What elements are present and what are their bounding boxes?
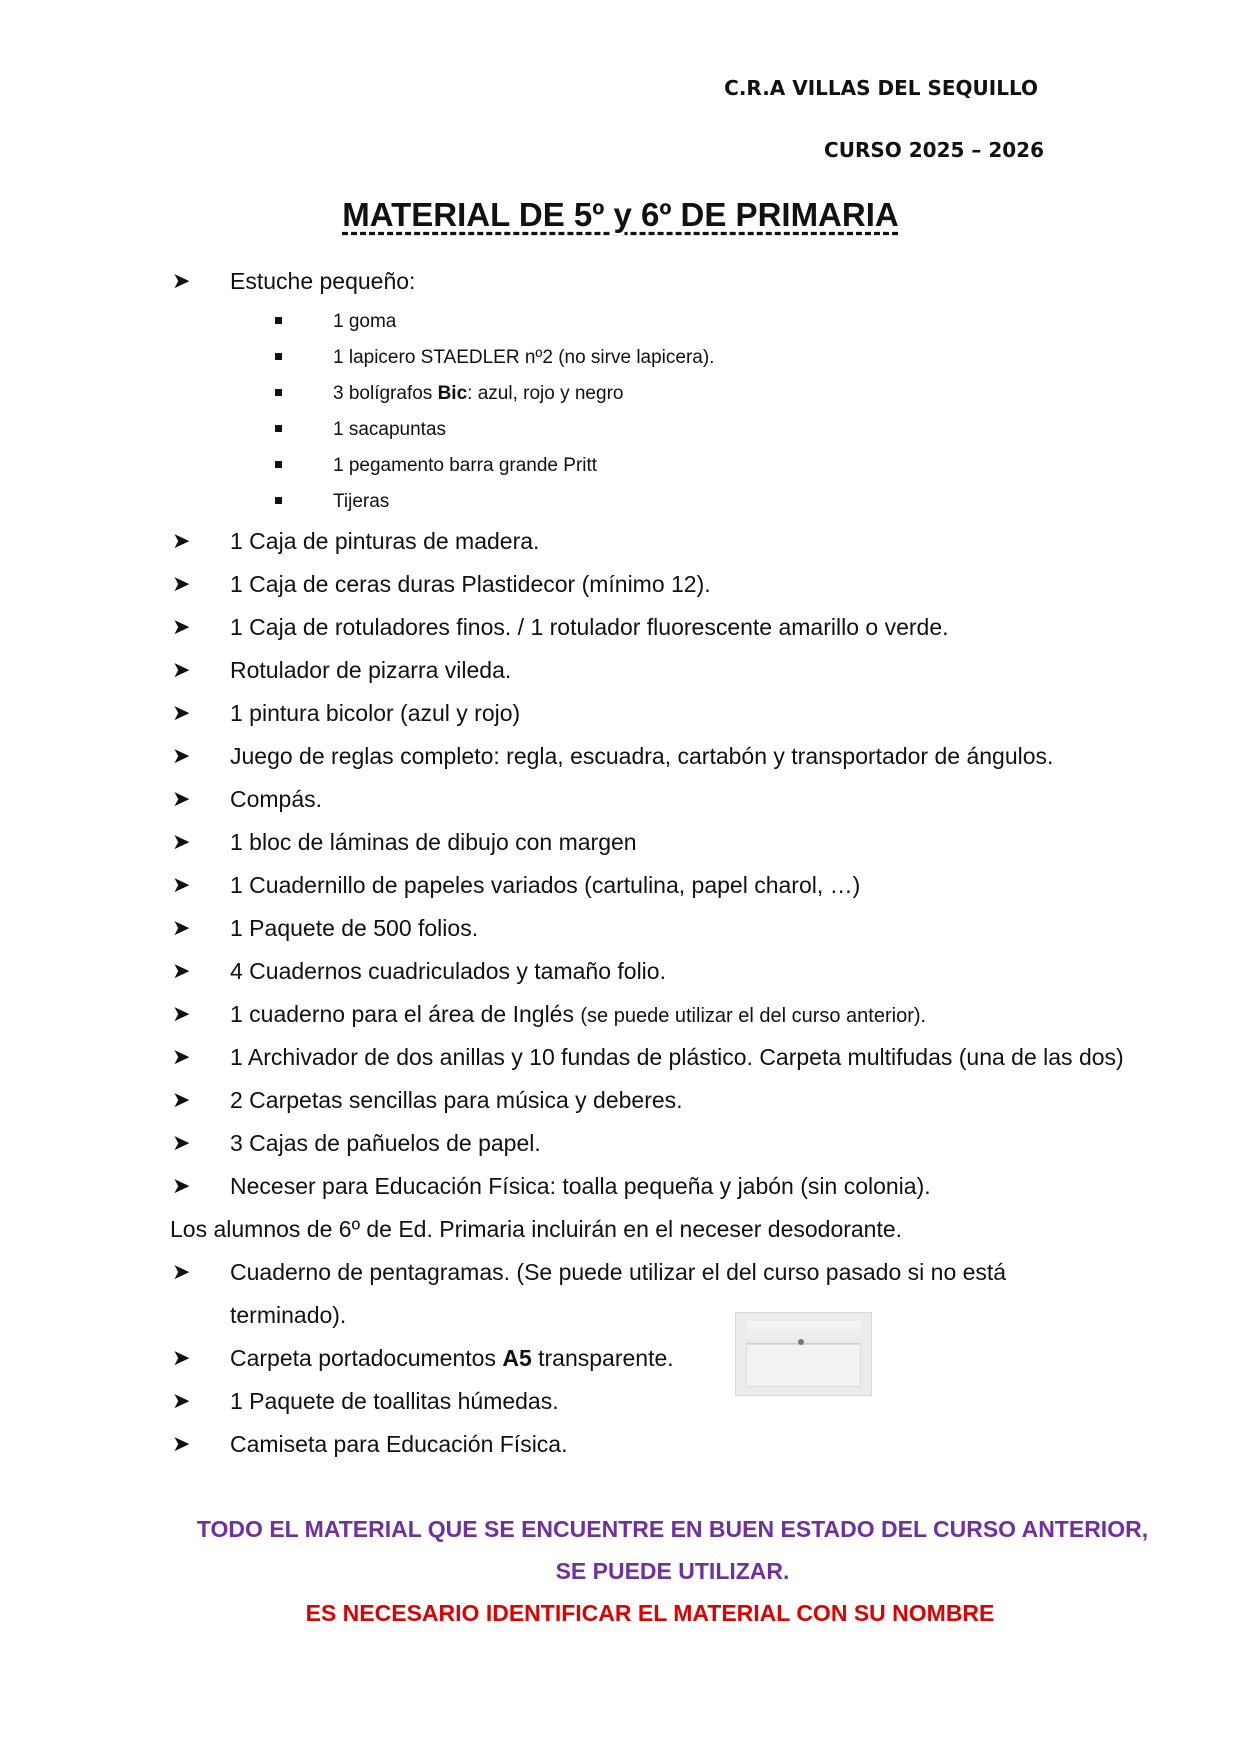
folder-snap-button: [798, 1339, 804, 1345]
english-note: (se puede utilizar el del curso anterior).: [580, 1005, 927, 1027]
arrow-bullet-icon: ➤: [172, 743, 191, 768]
list-item-text: 1 Caja de rotuladores finos. / 1 rotulador fluorescente amarillo o verde.: [230, 614, 949, 640]
school-name: C.R.A VILLAS DEL SEQUILLO: [724, 76, 1038, 100]
square-bullet-icon: [275, 425, 282, 432]
arrow-bullet-icon: ➤: [172, 1001, 191, 1026]
pen-colors: : azul, rojo y negro: [467, 383, 624, 404]
arrow-bullet-icon: ➤: [172, 657, 191, 682]
list-item-text: Compás.: [230, 786, 323, 812]
list-item-text: Camiseta para Educación Física.: [230, 1431, 568, 1457]
arrow-bullet-icon: ➤: [172, 1130, 191, 1155]
arrow-bullet-icon: ➤: [172, 829, 191, 854]
list-item-text: Estuche pequeño:: [230, 268, 416, 294]
transparent-folder-image: [735, 1312, 872, 1396]
pens-text: 3 bolígrafos: [333, 383, 438, 404]
arrow-bullet-icon: ➤: [172, 1044, 191, 1069]
list-item-text: 1 Caja de pinturas de madera.: [230, 528, 540, 554]
list-item-text: 1 bloc de láminas de dibujo con margen: [230, 829, 637, 855]
list-item-text: Rotulador de pizarra vileda.: [230, 657, 512, 683]
pen-brand: Bic: [437, 383, 468, 404]
arrow-bullet-icon: ➤: [172, 1431, 191, 1456]
folder-suffix: transparente.: [531, 1345, 674, 1371]
list-item-text: 4 Cuadernos cuadriculados y tamaño folio.: [230, 958, 666, 984]
course-year: CURSO 2025 – 2026: [824, 138, 1044, 162]
folder-prefix: Carpeta portadocumentos: [230, 1345, 503, 1371]
list-item-text: Neceser para Educación Física: toalla pequeña y jabón (sin colonia).: [230, 1173, 931, 1199]
folder-body: [746, 1344, 861, 1387]
arrow-bullet-icon: ➤: [172, 872, 191, 897]
sixth-grade-note: Los alumnos de 6º de Ed. Primaria incluirán en el neceser desodorante.: [170, 1216, 903, 1242]
list-item-text: 2 Carpetas sencillas para música y deberes.: [230, 1087, 683, 1113]
arrow-bullet-icon: ➤: [172, 614, 191, 639]
arrow-bullet-icon: ➤: [172, 268, 191, 293]
sub-list-text: 1 goma: [333, 311, 397, 332]
square-bullet-icon: [275, 389, 282, 396]
arrow-bullet-icon: ➤: [172, 1388, 191, 1413]
identify-note: ES NECESARIO IDENTIFICAR EL MATERIAL CON SU NOMBRE: [305, 1600, 995, 1626]
list-item-text: 1 Cuadernillo de papeles variados (cartulina, papel charol, …): [230, 872, 861, 898]
square-bullet-icon: [275, 353, 282, 360]
square-bullet-icon: [275, 497, 282, 504]
sub-list-text: 1 sacapuntas: [333, 419, 447, 440]
list-item-text: 1 Paquete de 500 folios.: [230, 915, 479, 941]
arrow-bullet-icon: ➤: [172, 1173, 191, 1198]
list-item-text: terminado).: [230, 1302, 347, 1328]
list-item-text: 1 Archivador de dos anillas y 10 fundas de plástico. Carpeta multifudas (una de las dos): [230, 1044, 1124, 1070]
list-item-text: [230, 1001, 926, 1028]
list-item-text: [230, 1345, 674, 1372]
arrow-bullet-icon: ➤: [172, 786, 191, 811]
reuse-note-line2: SE PUEDE UTILIZAR.: [555, 1558, 790, 1584]
arrow-bullet-icon: ➤: [172, 915, 191, 940]
list-item-text: Juego de reglas completo: regla, escuadra, cartabón y transportador de ángulos.: [230, 743, 1054, 769]
sub-list-text: 1 pegamento barra grande Pritt: [333, 455, 598, 476]
page-title: MATERIAL DE 5º y 6º DE PRIMARIA: [342, 196, 899, 233]
arrow-bullet-icon: ➤: [172, 1259, 191, 1284]
list-item-text: Cuaderno de pentagramas. (Se puede utilizar el del curso pasado si no está: [230, 1259, 1007, 1285]
folder-size: A5: [502, 1345, 532, 1371]
reuse-note-line1: TODO EL MATERIAL QUE SE ENCUENTRE EN BUEN ESTADO DEL CURSO ANTERIOR,: [196, 1516, 1149, 1542]
list-item-text: 1 Caja de ceras duras Plastidecor (mínimo 12).: [230, 571, 711, 597]
english-item-text: 1 cuaderno para el área de Inglés: [230, 1001, 581, 1027]
arrow-bullet-icon: ➤: [172, 1345, 191, 1370]
arrow-bullet-icon: ➤: [172, 958, 191, 983]
square-bullet-icon: [275, 317, 282, 324]
arrow-bullet-icon: ➤: [172, 528, 191, 553]
list-item-text: 1 Paquete de toallitas húmedas.: [230, 1388, 559, 1414]
sub-list-text: [333, 383, 623, 405]
sub-list-text: Tijeras: [333, 491, 390, 512]
list-item-text: 1 pintura bicolor (azul y rojo): [230, 700, 521, 726]
sub-list-text: 1 lapicero STAEDLER nº2 (no sirve lapicera).: [333, 347, 715, 368]
arrow-bullet-icon: ➤: [172, 571, 191, 596]
arrow-bullet-icon: ➤: [172, 700, 191, 725]
list-item-text: 3 Cajas de pañuelos de papel.: [230, 1130, 541, 1156]
square-bullet-icon: [275, 461, 282, 468]
arrow-bullet-icon: ➤: [172, 1087, 191, 1112]
